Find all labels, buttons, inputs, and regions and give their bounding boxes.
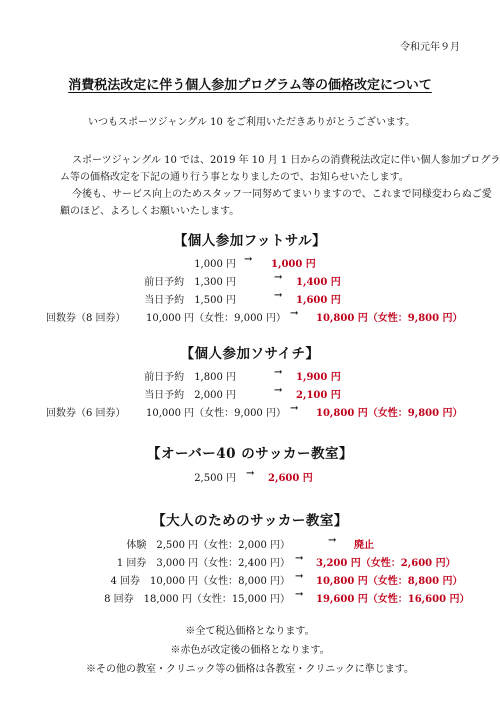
old-price: 10,000 円（女性：9,000 円） bbox=[146, 313, 286, 324]
row-label: 1 回券 bbox=[116, 558, 147, 569]
new-price: 廃止 bbox=[354, 540, 374, 551]
body-line-4: 顧のほど、よろしくお願いいたします。 bbox=[60, 206, 240, 217]
new-price: 2,100 円 bbox=[296, 390, 341, 401]
row-old-value: 2,000 円 bbox=[194, 390, 236, 401]
arrow-icon: → bbox=[328, 535, 337, 546]
body-line-3: 今後も、サービス向上のためスタッフ一同努めてまいりますので、これまで同様変わらぬご愛 bbox=[72, 189, 492, 200]
row-label: 当日予約 bbox=[144, 390, 185, 401]
new-price: 2,600 円 bbox=[268, 473, 313, 484]
arrow-icon: → bbox=[290, 308, 299, 319]
new-price: 10,800 円（女性：8,800 円） bbox=[316, 576, 463, 587]
body-line-1: スポーツジャングル 10 では、2019 年 10 月 1 日からの消費税法改定に伴い個人参加プログラ bbox=[72, 155, 500, 166]
document-title bbox=[0, 74, 500, 93]
row-old-value: 3,000 円（女性：2,400 円） bbox=[156, 558, 290, 569]
old-price bbox=[144, 291, 236, 306]
old-price: 1,000 円 bbox=[194, 259, 236, 270]
section-heading-adult-soccer: 【大人のためのサッカー教室】 bbox=[152, 513, 348, 529]
arrow-icon: → bbox=[295, 589, 304, 600]
section-heading-futsal: 【個人参加フットサル】 bbox=[173, 233, 327, 249]
row-label: 4 回券 bbox=[110, 576, 141, 587]
row-label: 8 回券 bbox=[104, 594, 134, 605]
document-date: 令和元年９月 bbox=[400, 42, 460, 53]
new-price: 3,200 円（女性：2,600 円） bbox=[316, 558, 456, 569]
old-price bbox=[144, 273, 236, 288]
body-line-2: ム等の価格改定を下記の通り行う事となりましたので、お知らせいたします。 bbox=[60, 172, 409, 183]
row-label: 回数券（8 回券） bbox=[46, 313, 126, 324]
note-red-color: ※赤色が改定後の価格となります。 bbox=[170, 645, 330, 656]
old-price bbox=[126, 536, 290, 551]
new-price: 1,600 円 bbox=[296, 295, 341, 306]
note-tax-included: ※全て税込価格となります。 bbox=[185, 626, 315, 637]
greeting-text: いつもスポーツジャングル 10 をご利用いただきありがとうございます。 bbox=[88, 117, 416, 128]
new-price: 10,800 円（女性：9,800 円） bbox=[316, 313, 463, 324]
arrow-icon: → bbox=[274, 385, 283, 396]
row-old-value: 1,300 円 bbox=[194, 277, 236, 288]
new-price: 1,000 円 bbox=[271, 259, 316, 270]
old-price bbox=[110, 572, 290, 587]
section-heading-sociedad: 【個人参加ソサイチ】 bbox=[180, 346, 320, 362]
section-heading-over40: 【オーバー40 のサッカー教室】 bbox=[146, 446, 354, 462]
old-price bbox=[104, 590, 290, 605]
new-price: 19,600 円（女性：16,600 円） bbox=[316, 594, 470, 605]
arrow-icon: → bbox=[274, 367, 283, 378]
row-old-value: 18,000 円（女性：15,000 円） bbox=[143, 594, 290, 605]
row-label: 前日予約 bbox=[144, 372, 185, 383]
document-title-text: 消費税法改定に伴う個人参加プログラム等の価格改定について bbox=[68, 78, 432, 93]
row-old-value: 2,500 円（女性：2,000 円） bbox=[156, 540, 290, 551]
arrow-icon: → bbox=[274, 290, 283, 301]
row-label: 回数券（6 回券） bbox=[46, 408, 126, 419]
new-price: 10,800 円（女性：9,800 円） bbox=[316, 408, 463, 419]
row-old-value: 10,000 円（女性：8,000 円） bbox=[150, 576, 290, 587]
old-price: 10,000 円（女性：9,000 円） bbox=[146, 408, 286, 419]
old-price bbox=[144, 368, 236, 383]
arrow-icon: → bbox=[246, 468, 255, 479]
old-price bbox=[144, 386, 236, 401]
new-price: 1,900 円 bbox=[296, 372, 341, 383]
row-old-value: 1,800 円 bbox=[194, 372, 236, 383]
new-price: 1,400 円 bbox=[296, 277, 341, 288]
arrow-icon: → bbox=[290, 403, 299, 414]
old-price bbox=[117, 554, 290, 569]
row-label: 体験 bbox=[126, 540, 147, 551]
old-price: 2,500 円 bbox=[194, 473, 236, 484]
arrow-icon: → bbox=[274, 272, 283, 283]
row-label: 当日予約 bbox=[144, 295, 185, 306]
note-other-classes: ※その他の教室・クリニック等の価格は各教室・クリニックに準じます。 bbox=[86, 664, 414, 675]
arrow-icon: → bbox=[295, 553, 304, 564]
row-label: 前日予約 bbox=[144, 277, 185, 288]
row-old-value: 1,500 円 bbox=[194, 295, 236, 306]
arrow-icon: → bbox=[244, 254, 253, 265]
arrow-icon: → bbox=[295, 571, 304, 582]
